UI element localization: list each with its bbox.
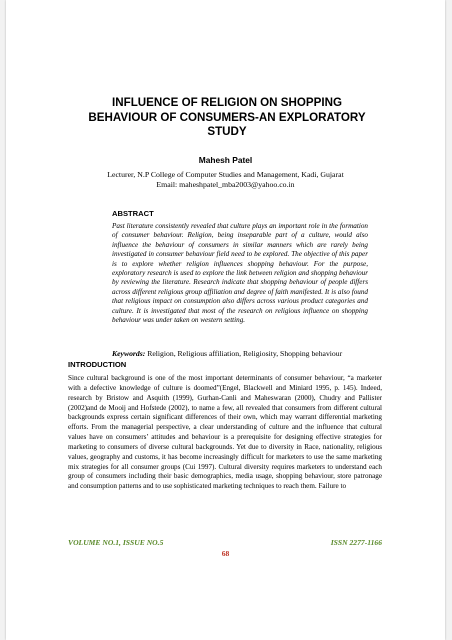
paper-page (6, 0, 445, 640)
introduction-text: Since cultural background is one of the most important determinants of consumer behaviour, “a marketer with a defective knowledge of culture is doomed”(Engel, Blackwell and Miniard 1995, p. 145). Indeed, research by Bristow and Asquith (1999), Gurhan-Canli and Maheswaran (2000), Chudry and Pallister (2002)and de Mooij and Hofstede (2002), to name a few, all revealed that consumers from different cultural backgrounds express certain significant differences of their own, which may warrant differential marketing efforts. From the managerial perspective, a clear understanding of culture and the influence that cultural values have on consumers’ attitudes and behaviour is a prerequisite for designing effective strategies for marketing to consumers of diverse cultural backgrounds. Yet due to diversity in Race, nationality, religious values, geography and customs, it has become increasingly difficult for marketers to use the same marketing mix strategies for all consumer groups (Cui 1997). Cultural diversity requires marketers to understand each group of consumers including their basic demographics, media usage, shopping behaviour, store patronage and consumption patterns and to use sophisticated marketing techniques to reach them. Failure to (68, 374, 382, 491)
introduction-heading: INTRODUCTION (68, 360, 127, 369)
author-affiliation-block (6, 170, 445, 190)
keywords-label: Keywords: (112, 349, 146, 358)
affiliation: Lecturer, N.P College of Computer Studies and Management, Kadi, Gujarat (107, 170, 344, 179)
keywords-line (112, 349, 412, 358)
author-name: Mahesh Patel (198, 155, 253, 165)
paper-title: INFLUENCE OF RELIGION ON SHOPPING BEHAVIOUR OF CONSUMERS-AN EXPLORATORY STUDY (88, 96, 366, 138)
abstract-text: Past literature consistently revealed that culture plays an important role in the formation of consumer behaviour. Religion, being inseparable part of a culture, would also influence the behaviour of consumers in similar manners which are rarely being investigated in consumer behaviour field need to be explored. The objective of this paper is to explore whether religion influences shopping behaviour. For the purpose, exploratory research is used to explore the link between religion and shopping behaviour by reviewing the literature. Research indicate that shopping behaviour of people differs across different religious group affiliation and degree of faith manifested. It is also found that religious impact on consumption also differs across various product categories and culture. It is investigated that most of the research on religious influence on shopping behaviour was under taken on western setting. (112, 222, 368, 325)
footer-volume: VOLUME NO.1, ISSUE NO.5 (68, 538, 164, 547)
page-number: 68 (221, 549, 230, 558)
abstract-heading: ABSTRACT (112, 209, 154, 218)
keywords-list: Religion, Religious affiliation, Religiosity, Shopping behaviour (145, 349, 343, 358)
footer-issn: ISSN 2277-1166 (330, 538, 382, 547)
author-email: Email: maheshpatel_mba2003@yahoo.co.in (156, 180, 295, 189)
